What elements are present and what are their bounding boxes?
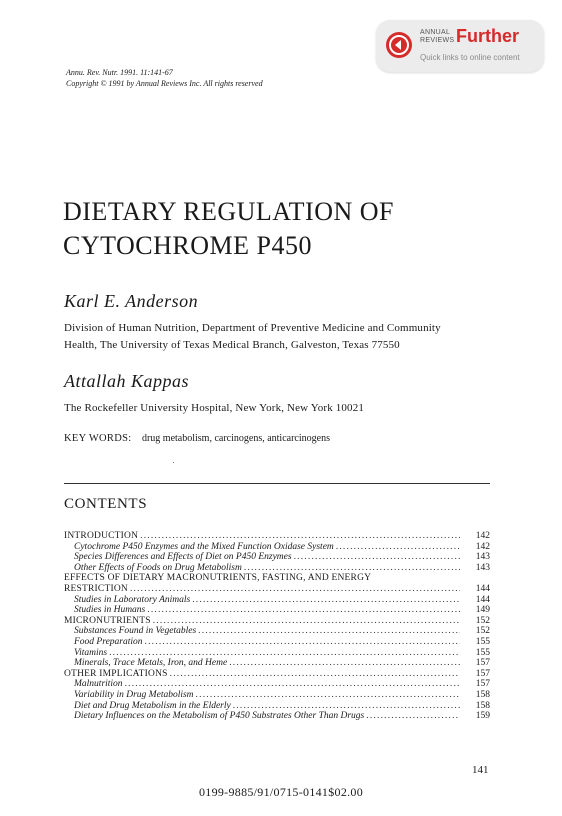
toc-entry (64, 605, 490, 616)
toc-entry (64, 637, 490, 648)
toc-leader-dots (130, 584, 460, 595)
toc-entry (64, 616, 490, 627)
toc-entry-page: 159 (475, 711, 490, 722)
section-divider (64, 483, 490, 484)
citation-journal: Annu. Rev. Nutr. 1991. 11:141-67 (66, 68, 173, 77)
toc-entry-label: INTRODUCTION (64, 531, 139, 541)
brand-line-2: REVIEWS (420, 37, 455, 44)
toc-entry-label: Substances Found in Vegetables (74, 626, 197, 637)
toc-leader-dots (140, 531, 460, 542)
toc-entry-page: 149 (475, 605, 490, 616)
toc-entry (64, 690, 490, 701)
toc-entry-label: Malnutrition (74, 679, 123, 690)
toc-entry-page: 142 (475, 541, 490, 552)
toc-leader-dots (109, 648, 460, 659)
keywords-text: drug metabolism, carcinogens, anticarcinogens (141, 433, 330, 444)
toc-entry-page: 144 (475, 594, 490, 605)
toc-entry-label: Dietary Influences on the Metabolism of P450 Substrates Other Than Drugs (74, 711, 365, 722)
toc-entry-page: 142 (475, 531, 490, 541)
toc-leader-dots (196, 690, 460, 701)
toc-entry-label: Vitamins (74, 647, 108, 658)
toc-entry-label: RESTRICTION (64, 583, 128, 594)
toc-entry-label: OTHER IMPLICATIONS (64, 668, 168, 679)
toc-entry (64, 626, 490, 637)
title-line-1: DIETARY REGULATION OF (63, 197, 394, 226)
toc-leader-dots (233, 701, 460, 712)
toc-entry-page: 157 (475, 658, 490, 669)
affiliation-line: Health, The University of Texas Medical Branch, Galveston, Texas 77550 (64, 339, 400, 351)
toc-leader-dots (294, 552, 460, 563)
toc-entry (64, 552, 490, 563)
toc-leader-dots (192, 595, 460, 606)
toc-entry-label: Other Effects of Foods on Drug Metabolism (74, 562, 242, 573)
toc-entry (64, 595, 490, 606)
page-number: 141 (472, 764, 489, 776)
toc-entry-page: 157 (475, 679, 490, 690)
citation-copyright: Copyright © 1991 by Annual Reviews Inc. All rights reserved (66, 79, 263, 88)
table-of-contents (64, 531, 490, 722)
play-back-icon (386, 32, 412, 58)
brand-line-1: ANNUAL (420, 29, 451, 36)
title-line-2: CYTOCHROME P450 (63, 231, 313, 260)
toc-leader-dots (125, 679, 460, 690)
toc-leader-dots (145, 637, 460, 648)
footer-code: 0199-9885/91/0715-0141$02.00 (198, 785, 364, 799)
toc-entry (64, 648, 490, 659)
author-name: Attallah Kappas (64, 371, 190, 391)
toc-entry-label: Studies in Laboratory Animals (74, 594, 191, 605)
toc-leader-dots (244, 563, 460, 574)
toc-entry-page: 158 (475, 700, 490, 711)
toc-entry-page: 155 (475, 647, 490, 658)
toc-leader-dots (170, 669, 460, 680)
contents-heading: CONTENTS (64, 496, 148, 512)
badge-subtitle: Quick links to online content (420, 53, 520, 62)
toc-entry-label: Minerals, Trace Metals, Iron, and Heme (74, 658, 228, 669)
toc-entry (64, 669, 490, 680)
toc-entry-page: 144 (475, 583, 490, 594)
affiliation-line: Division of Human Nutrition, Department of Preventive Medicine and Community (64, 322, 441, 334)
toc-entry-label: Diet and Drug Metabolism in the Elderly (74, 700, 231, 711)
citation (66, 67, 263, 89)
toc-entry (64, 573, 490, 584)
toc-entry-label: Cytochrome P450 Enzymes and the Mixed Function Oxidase System (74, 541, 334, 552)
toc-leader-dots (153, 616, 460, 627)
toc-entry-page: 157 (475, 668, 490, 679)
toc-entry-page: 143 (475, 562, 490, 573)
toc-entry-label: Species Differences and Effects of Diet on P450 Enzymes (74, 552, 292, 563)
toc-entry-page: 143 (475, 552, 490, 563)
toc-entry-label: Studies in Humans (74, 605, 146, 616)
toc-entry (64, 531, 490, 542)
toc-leader-dots (229, 658, 460, 669)
toc-entry-page: 152 (475, 626, 490, 637)
toc-leader-dots (147, 605, 460, 616)
toc-entry (64, 584, 490, 595)
keywords-label: KEY WORDS: (64, 433, 132, 444)
toc-entry-page: 152 (475, 615, 490, 626)
affiliation-line: The Rockefeller University Hospital, New York, New York 10021 (64, 402, 365, 414)
author-name: Karl E. Anderson (64, 291, 199, 311)
scan-speck (173, 462, 174, 463)
toc-entry (64, 542, 490, 553)
keywords (64, 433, 330, 444)
annual-reviews-logo-text (420, 29, 454, 45)
toc-leader-dots (336, 542, 460, 553)
author-affiliation (64, 320, 441, 354)
further-label: Further (456, 26, 519, 46)
annual-reviews-further-badge[interactable] (376, 20, 544, 72)
article-title (63, 195, 394, 263)
toc-entry (64, 658, 490, 669)
toc-entry (64, 711, 490, 722)
toc-entry-page: 158 (475, 689, 490, 700)
author-affiliation (64, 400, 364, 417)
toc-entry-label: Food Preparation (74, 636, 143, 647)
toc-leader-dots (366, 711, 460, 722)
toc-leader-dots (198, 626, 460, 637)
toc-entry (64, 563, 490, 574)
toc-entry-page: 155 (475, 636, 490, 647)
toc-entry-label: Variability in Drug Metabolism (74, 689, 194, 700)
toc-entry (64, 701, 490, 712)
toc-entry-label: MICRONUTRIENTS (64, 615, 151, 626)
toc-entry (64, 679, 490, 690)
toc-entry-label: EFFECTS OF DIETARY MACRONUTRIENTS, FASTING, AND ENERGY (64, 573, 372, 584)
